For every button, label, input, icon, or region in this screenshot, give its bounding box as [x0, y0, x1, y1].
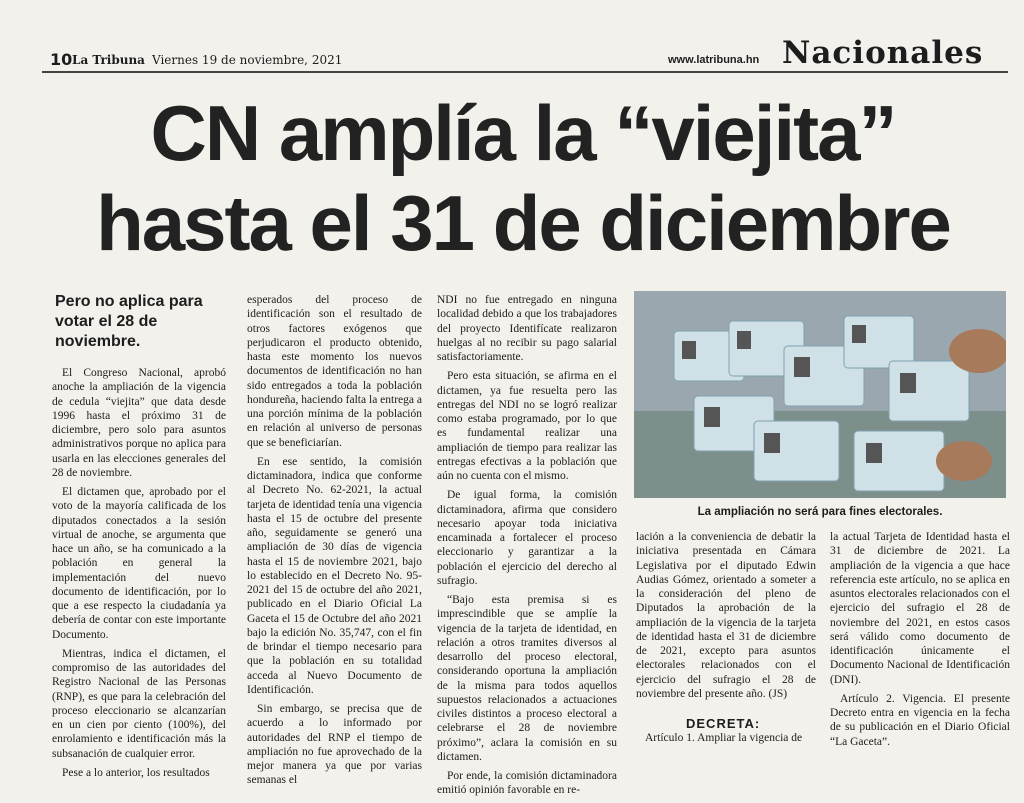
paragraph: En ese sentido, la comisión dictaminadora, indica que conforme al Decreto No. 62-2021, la actual tarjeta de identidad tenía una vigencia hasta el 15 de octubre del presente año, seguidamente se generó una ampliación de 30 días de vigencia hasta el 15 de noviembre 2021, bajo lo establecido en el Decreto No. 95-2021 del 15 de octubre del año 2021, publicado en el Diario Oficial La Gaceta el 15 de Octubre del año 2021 bajo la edición No. 35,747, con el fin de brindar el tiempo necesario para que la población en su totalidad acceda al Nuevo Documento de Identificación. [247, 455, 422, 696]
paragraph: De igual forma, la comisión dictaminadora, afirma que considero necesario apoyar toda iniciativa encaminada a fortalecer el proceso eleccionario y garantizar a la población el ejercicio del derecho al sufragio. [437, 489, 617, 587]
articulo-1: Artículo 1. Ampliar la vigencia de [645, 732, 803, 744]
column-4 [636, 530, 816, 706]
column-3 [437, 293, 617, 803]
subheadline: Pero no aplica para votar el 28 de noviembre. [55, 293, 203, 350]
headline-line-2: hasta el 31 de diciembre [96, 179, 950, 267]
paragraph: El dictamen que, aprobado por el voto de la mayoría calificada de los diputados conectados a la sesión virtual de anoche, se argumenta que hace un año, se ha comunicado a la población en general la implementación del nuevo documento de identificación, por lo que a ese respecto la ciudadanía ya debería de contar con este importante Documento. [52, 486, 226, 641]
column-5 [830, 530, 1010, 754]
paragraph: Mientras, indica el dictamen, el compromiso de las autoridades del Registro Nacional de las Personas (RNP), es que para la celebración del proceso eleccionario se alcanzarían en un cien por ciento (100%), del enrolamiento e identificación más la subsanación de cualquier error. [52, 647, 226, 760]
paragraph: El Congreso Nacional, aprobó anoche la ampliación de la vigencia de cedula “viejita” que data desde 1996 hasta el próximo 31 de diciembre, pero solo para asuntos administrativos porque no aplica para usarla en las elecciones generales del 28 de noviembre. [52, 367, 226, 479]
paragraph: la actual Tarjeta de Identidad hasta el 31 de diciembre de 2021. La ampliación de la vigencia a que hace referencia este artículo, no se aplica en asuntos electorales relacionados con el ejercicio del sufragio el 28 de noviembre del 2021, en estos casos será válido como documento de identificación únicamente el Documento Nacional de Identificación (DNI). [830, 531, 1010, 686]
page-number: 10 [50, 50, 73, 69]
paragraph: esperados del proceso de identificación son el resultado de otros factores exógenos que perjudicaron el producto obtenido, hasta este momento los nuevos documentos de identificación no han sido entregados a toda la población hondureña, haciendo falta la entrega a una porción mínima de la población en relación al universo de personas que se beneficiarían. [247, 294, 422, 449]
section-title: Nacionales [782, 35, 984, 71]
paragraph: Por ende, la comisión dictaminadora emitió opinión favorable en re- [437, 770, 617, 797]
decreta-heading: DECRETA: [686, 716, 761, 731]
paragraph: lación a la conveniencia de debatir la iniciativa presentada en Cámara Legislativa por el diputado Edwin Audias Gómez, orientado a someter a la consideración del pleno de Diputados la aprobación de la ampliación de la vigencia de la tarjeta de identidad hasta el 31 de diciembre de 2021, excepto para asuntos electorales relacionados con el ejercicio del sufragio el 28 de noviembre del presente año. (JS) [636, 531, 816, 700]
column-1 [52, 366, 226, 785]
id-cards-illustration [634, 291, 1006, 498]
column-2 [247, 293, 422, 793]
paragraph: Artículo 2. Vigencia. El presente Decreto entra en vigencia en la fecha de su publicación en el Diario Oficial “La Gaceta”. [830, 692, 1010, 748]
page-header [42, 35, 1008, 74]
header-rule [42, 71, 1008, 73]
paragraph: “Bajo esta premisa si es imprescindible que se amplíe la vigencia de la tarjeta de identidad, en relación a otros tramites diversos al desarrollo del proceso electoral, considerando oportuna la ampliación de la misma para todos aquellos supuestos relacionados a actuaciones civiles distintos a proceso electoral a celebrarse el 28 de noviembre próximo”, aclara la comisión en su dictamen. [437, 594, 617, 763]
paragraph: Pese a lo anterior, los resultados [62, 766, 210, 779]
paragraph: NDI no fue entregado en ninguna localidad debido a que los trabajadores del proyecto Identifícate realizaron huelgas al no recibir su pago salarial satisfactoriamente. [437, 294, 617, 363]
paragraph: Sin embargo, se precisa que de acuerdo a lo informado por autoridades del RNP el tiempo de ampliación no fue aprovechado de la mejor manera ya que por varias semanas el [247, 703, 422, 787]
paragraph: Pero esta situación, se afirma en el dictamen, ya fue resuelta pero las entregas del NDI no se logró realizar como estaba programado, por lo que es fundamental realizar una ampliación de tiempo para realizar las entregas efectivas a la población que aún no cuenta con el mismo. [437, 370, 617, 482]
website-link[interactable]: www.latribuna.hn [668, 54, 760, 66]
paper-name: La Tribuna [72, 53, 145, 67]
id-cards-photo [634, 291, 1006, 498]
photo-caption: La ampliación no será para fines electorales. [697, 506, 943, 518]
headline-line-1: CN amplía la “viejita” [150, 89, 896, 177]
publication-date: Viernes 19 de noviembre, 2021 [152, 53, 343, 67]
